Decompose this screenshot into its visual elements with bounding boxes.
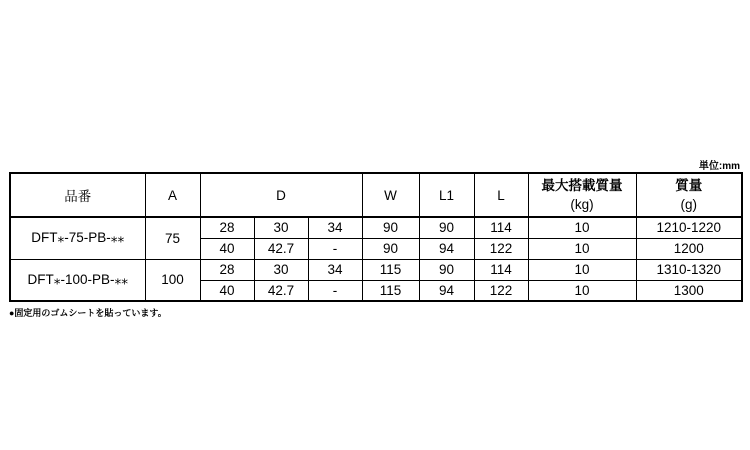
a-cell: 100: [145, 259, 200, 301]
d3-cell: -: [308, 280, 362, 301]
w-cell: 90: [362, 238, 419, 259]
d1-cell: 28: [200, 259, 254, 280]
d1-cell: 40: [200, 238, 254, 259]
max-load-cell: 10: [528, 217, 636, 238]
d2-cell: 30: [254, 217, 308, 238]
spec-table: [9, 172, 743, 302]
d2-cell: 42.7: [254, 280, 308, 301]
d3-cell: -: [308, 238, 362, 259]
mass-cell: 1210-1220: [636, 217, 742, 238]
header-mass-title: 質量: [675, 178, 703, 193]
header-mass: [636, 173, 742, 217]
w-cell: 90: [362, 217, 419, 238]
l1-cell: 90: [419, 217, 474, 238]
l1-cell: 94: [419, 238, 474, 259]
header-a: A: [145, 173, 200, 217]
l-cell: 122: [474, 238, 528, 259]
header-w: W: [362, 173, 419, 217]
w-cell: 115: [362, 280, 419, 301]
header-mass-unit: (g): [680, 197, 698, 212]
table-row: [10, 217, 742, 238]
header-d: D: [200, 173, 362, 217]
product-no-cell: DFT⁎-100-PB-⁎⁎: [10, 259, 145, 301]
l1-cell: 94: [419, 280, 474, 301]
product-no-cell: DFT⁎-75-PB-⁎⁎: [10, 217, 145, 259]
header-l: L: [474, 173, 528, 217]
mass-cell: 1300: [636, 280, 742, 301]
header-product-no: 品番: [10, 173, 145, 217]
max-load-cell: 10: [528, 280, 636, 301]
header-row: [10, 173, 742, 217]
header-max-load-unit: (kg): [570, 197, 594, 212]
max-load-cell: 10: [528, 238, 636, 259]
header-max-load: [528, 173, 636, 217]
a-cell: 75: [145, 217, 200, 259]
mass-cell: 1310-1320: [636, 259, 742, 280]
table-row: [10, 259, 742, 280]
d2-cell: 30: [254, 259, 308, 280]
max-load-cell: 10: [528, 259, 636, 280]
l1-cell: 90: [419, 259, 474, 280]
w-cell: 115: [362, 259, 419, 280]
header-max-load-title: 最大搭載質量: [541, 178, 623, 193]
l-cell: 122: [474, 280, 528, 301]
unit-label: 単位:mm: [698, 161, 740, 172]
footnote: ●固定用のゴムシートを貼っています。: [9, 308, 167, 318]
d1-cell: 28: [200, 217, 254, 238]
l-cell: 114: [474, 217, 528, 238]
d3-cell: 34: [308, 259, 362, 280]
d2-cell: 42.7: [254, 238, 308, 259]
d3-cell: 34: [308, 217, 362, 238]
mass-cell: 1200: [636, 238, 742, 259]
header-l1: L1: [419, 173, 474, 217]
l-cell: 114: [474, 259, 528, 280]
d1-cell: 40: [200, 280, 254, 301]
